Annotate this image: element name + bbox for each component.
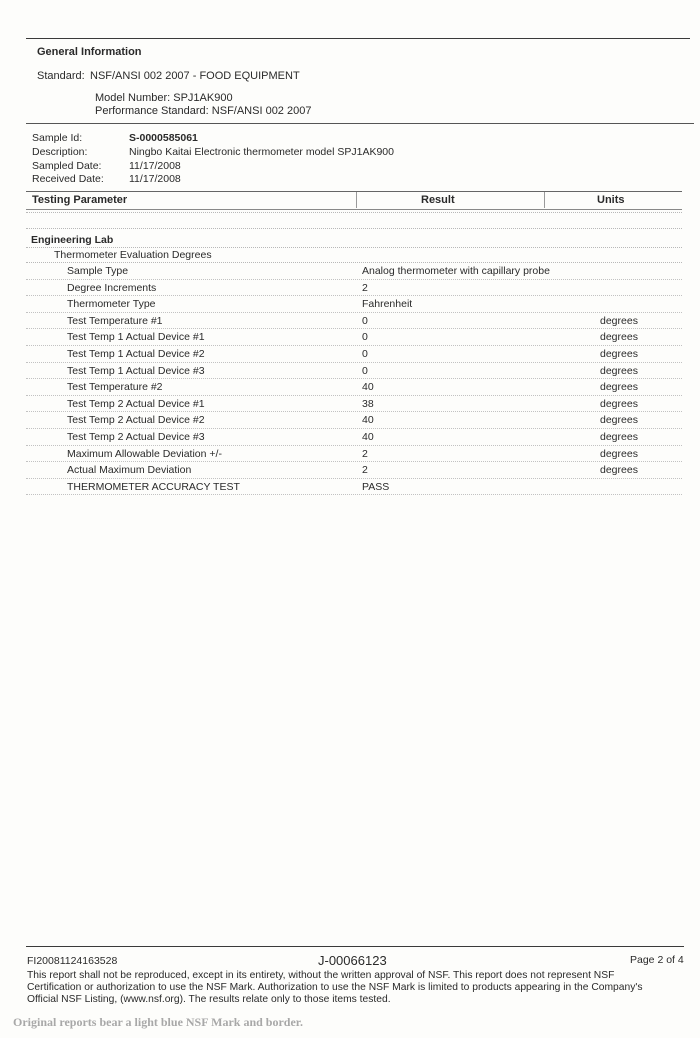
footer-disclaimer-line-2: Certification or authorization to use the NSF Mark. Authorization to use the NSF Mark is limited to products appearing in the Company's [27,982,643,993]
row-parameter: Actual Maximum Deviation [67,464,192,477]
description-label: Description: [32,146,88,158]
footer-doc-id: FI20081124163528 [27,955,118,967]
header-testing-parameter: Testing Parameter [32,194,128,206]
table-row [26,429,682,446]
row-parameter: Test Temperature #2 [67,381,163,394]
row-divider [26,494,682,495]
row-result: 2 [362,281,368,294]
row-units: degrees [600,381,638,394]
table-row [26,379,682,396]
row-units: degrees [600,464,638,477]
row-parameter: Test Temp 1 Actual Device #1 [67,331,205,344]
standard-label: Standard: [37,70,85,82]
section-engineering-lab: Engineering Lab [31,234,114,246]
row-parameter: THERMOMETER ACCURACY TEST [67,480,240,493]
table-row [26,462,682,479]
table-row [26,329,682,346]
header-units: Units [597,194,625,206]
row-result: 0 [362,314,368,327]
table-divider [26,228,682,229]
row-parameter: Test Temp 2 Actual Device #3 [67,431,205,443]
row-result: 40 [362,431,374,443]
received-date-label: Received Date: [32,173,104,185]
row-units: degrees [600,364,638,377]
table-row [26,479,682,496]
table-row [26,280,682,297]
footer-page-number: Page 2 of 4 [630,954,684,966]
row-result: 2 [362,464,368,477]
row-units: degrees [600,331,638,344]
row-result: 2 [362,447,368,460]
row-result: 38 [362,397,374,410]
header-divider [544,192,545,208]
table-divider [26,247,682,248]
row-units: degrees [600,397,638,410]
sample-top-rule [26,123,694,124]
subsection-thermometer-evaluation: Thermometer Evaluation Degrees [54,249,212,261]
row-result: PASS [362,480,390,493]
footer-disclaimer-line-1: This report shall not be reproduced, except in its entirety, without the written approval of NSF. This report does not represent NSF [27,970,615,981]
table-row [26,446,682,463]
footer-job-number: J-00066123 [318,953,387,968]
row-units: degrees [600,348,638,360]
general-information-heading: General Information [37,46,142,58]
row-result: 40 [362,381,374,394]
original-report-note: Original reports bear a light blue NSF Mark and border. [13,1015,304,1029]
row-result: 0 [362,331,368,344]
sampled-date-value: 11/17/2008 [129,160,181,172]
table-header [26,191,682,210]
row-parameter: Maximum Allowable Deviation +/- [67,447,222,460]
row-result: 0 [362,348,368,360]
row-units: degrees [600,314,638,327]
table-row [26,346,682,363]
row-parameter: Test Temp 2 Actual Device #1 [67,397,205,410]
row-result: 40 [362,414,374,427]
row-parameter: Degree Increments [67,281,157,294]
table-row [26,313,682,330]
table-divider [26,212,682,213]
row-parameter: Test Temp 1 Actual Device #2 [67,348,205,360]
row-result: Analog thermometer with capillary probe [362,265,550,277]
footer-rule [26,946,684,947]
sampled-date-label: Sampled Date: [32,160,102,172]
table-row [26,296,682,313]
row-units: degrees [600,414,638,427]
table-row [26,396,682,413]
top-rule [26,38,690,39]
row-parameter: Thermometer Type [67,298,156,311]
row-units: degrees [600,447,638,460]
sample-id-value: S-0000585061 [129,132,198,144]
sample-id-label: Sample Id: [32,132,83,144]
table-row [26,363,682,380]
received-date-value: 11/17/2008 [129,173,181,185]
performance-standard: Performance Standard: NSF/ANSI 002 2007 [95,105,312,117]
header-result: Result [421,194,455,206]
row-parameter: Sample Type [67,265,129,277]
row-result: 0 [362,364,368,377]
row-units: degrees [600,431,638,443]
table-row [26,412,682,429]
header-divider [356,192,357,208]
row-result: Fahrenheit [362,298,413,311]
table-row [26,263,682,280]
standard-value: NSF/ANSI 002 2007 - FOOD EQUIPMENT [90,70,300,82]
model-number: Model Number: SPJ1AK900 [95,92,233,104]
description-value: Ningbo Kaitai Electronic thermometer model SPJ1AK900 [129,146,394,158]
footer-disclaimer-line-3: Official NSF Listing, (www.nsf.org). The results relate only to those items tested. [27,994,391,1005]
row-parameter: Test Temp 2 Actual Device #2 [67,414,205,427]
row-parameter: Test Temperature #1 [67,314,163,327]
row-parameter: Test Temp 1 Actual Device #3 [67,364,205,377]
